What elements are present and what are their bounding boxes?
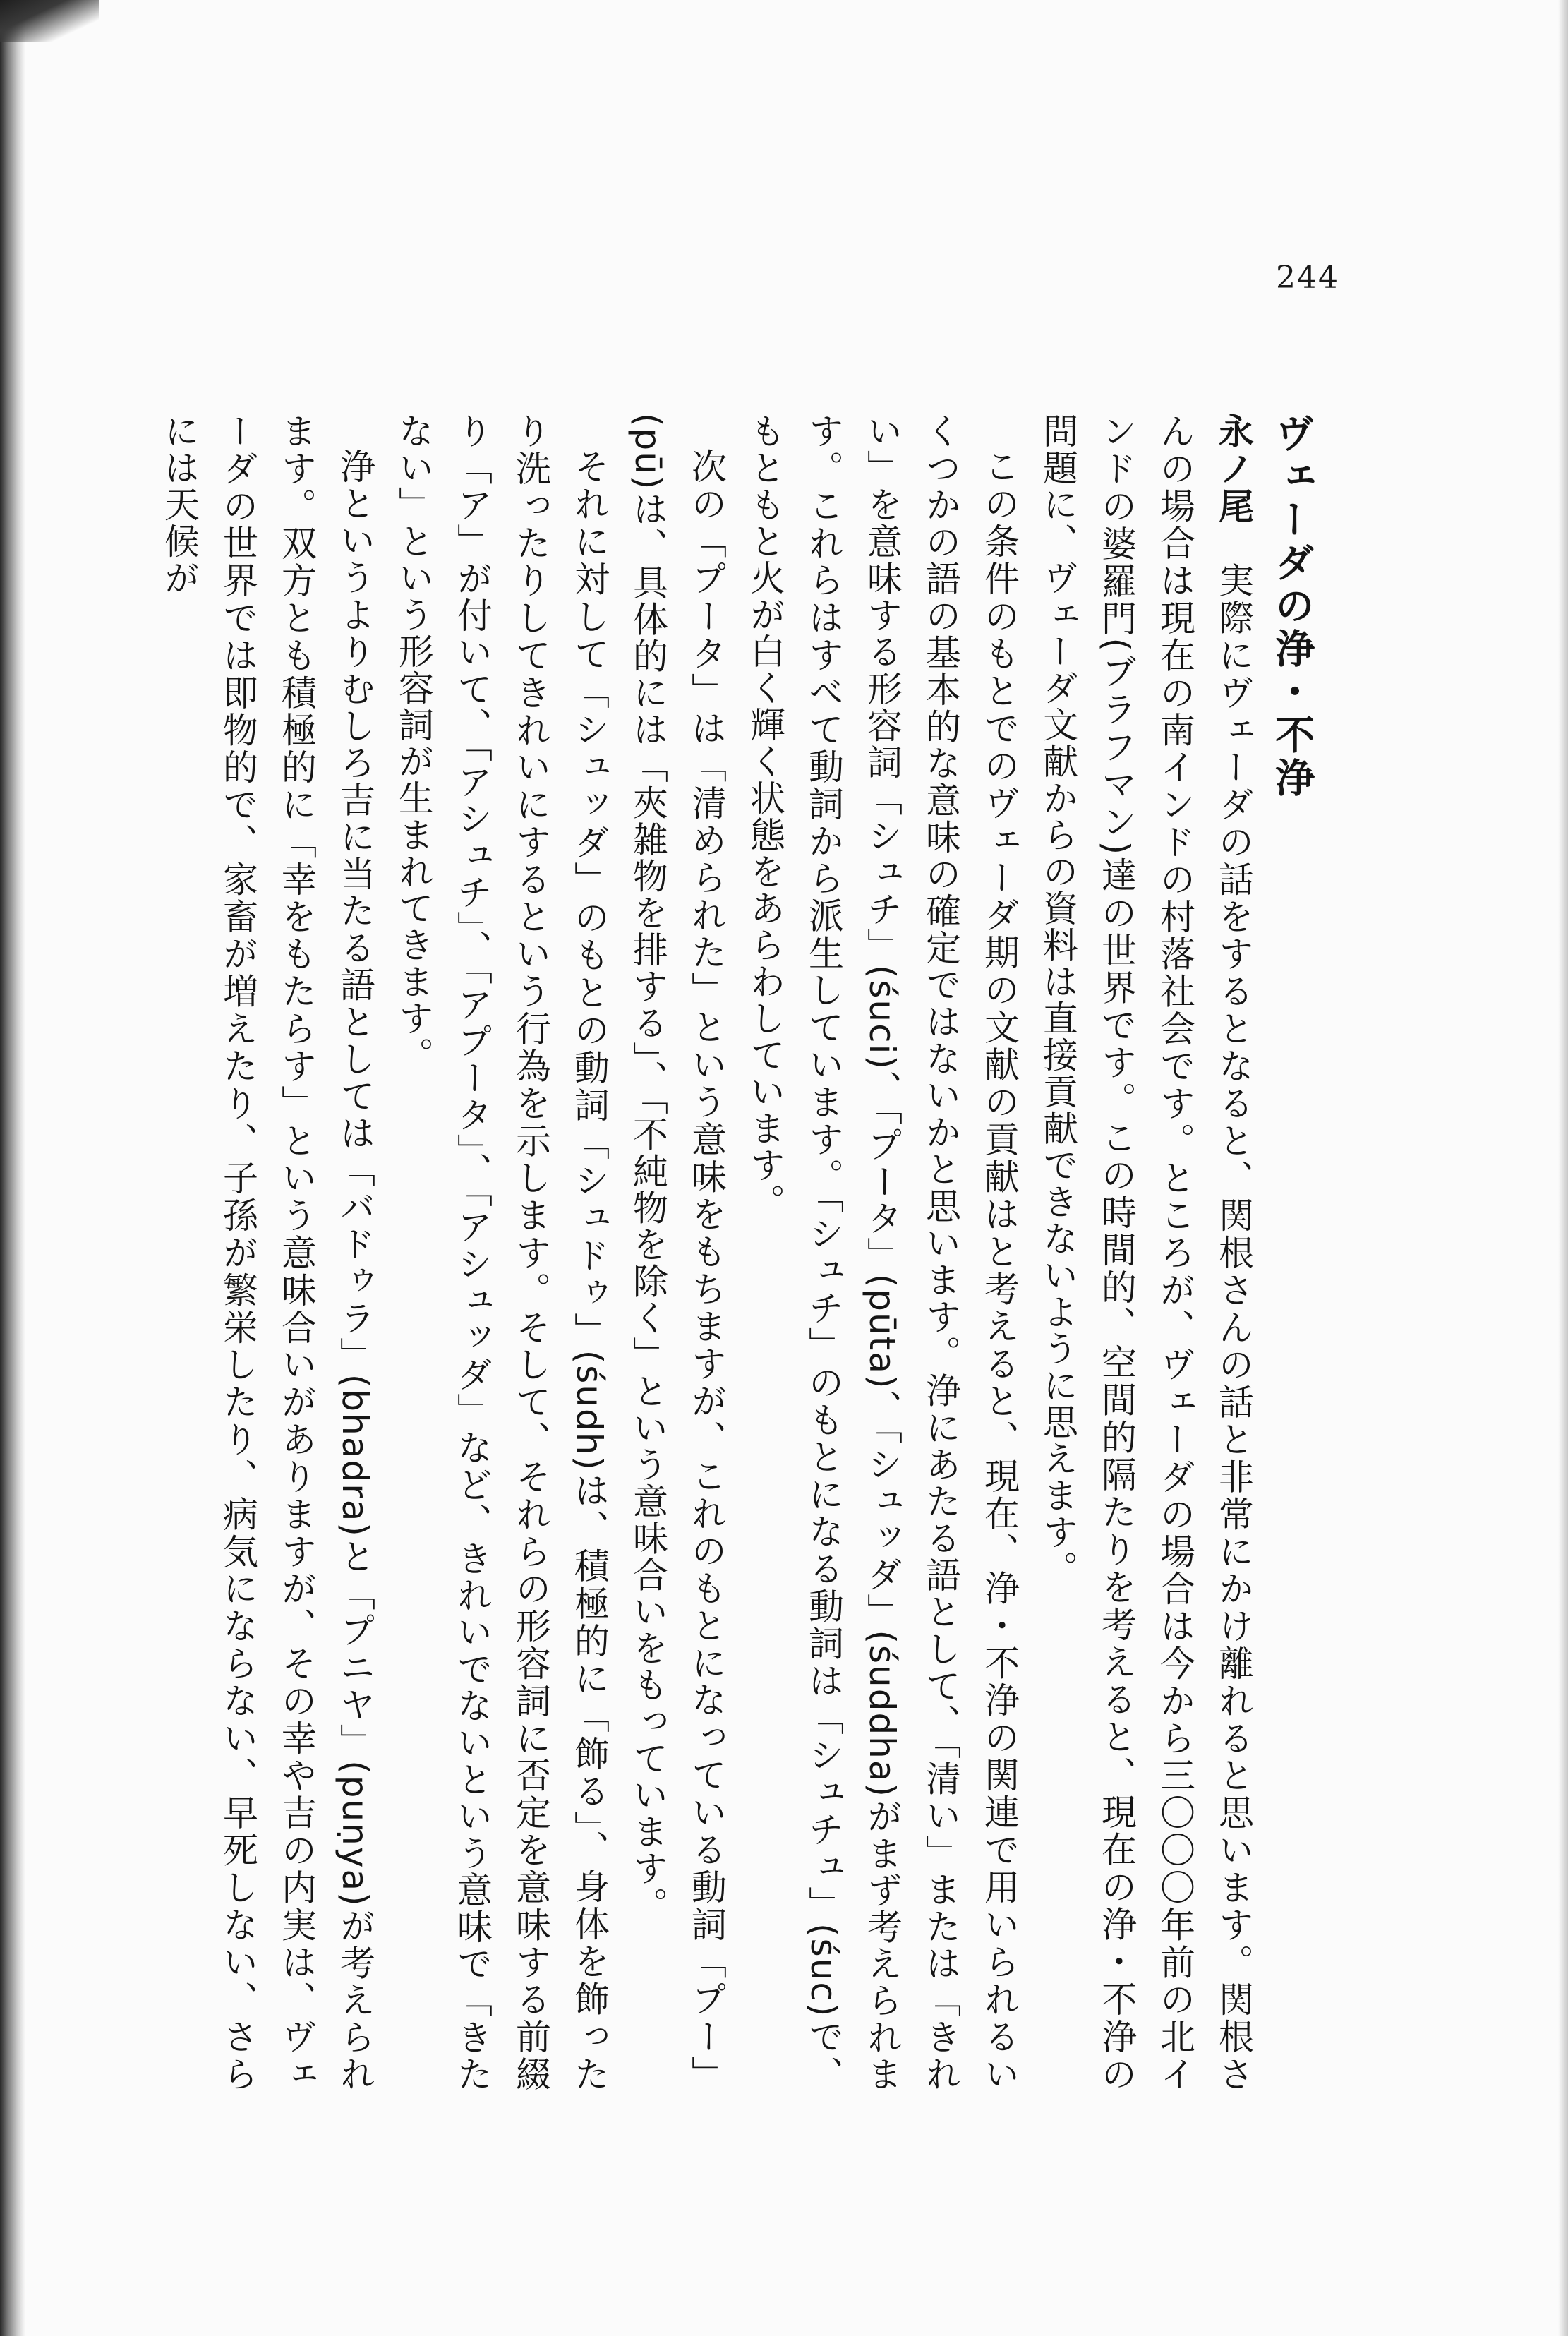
paragraph-5: 浄というよりむしろ吉に当たる語としては「バドゥラ」(bhadra)と「プニヤ」(puṇya)が考えられます。双方とも積極的に「幸をもたらす」という意味合いがありますが、その幸や吉の内実は、ヴェーダの世界では即物的で、家畜が増えたり、子孫が繁栄したり、病気にならない、早死しない、さらには天候が — [159, 413, 375, 2093]
paragraph-3: 次の「プータ」は「清められた」という意味をもちますが、これのもとになっている動詞「プー」(pū)は、具体的には「夾雑物を排する」、「不純物を除く」という意味合いをもっています。 — [627, 413, 727, 2093]
section-title: ヴェーダの浄・不浄 — [1269, 413, 1315, 800]
paragraph-text: 実際にヴェーダの話をするとなると、関根さんの話と非常にかけ離れると思います。関根さんの場合は現在の南インドの村落社会です。ところが、ヴェーダの場合は今から三〇〇〇年前の北インドの婆羅門(ブラフマン)達の世界です。この時間的、空間的隔たりを考えると、現在の浄・不浄の問題に、ヴェーダ文献からの資料は直接貢献できないように思えます。 — [1037, 413, 1254, 2093]
paragraph-1 — [1028, 413, 1262, 2093]
binding-shadow — [0, 0, 25, 2336]
speaker-name: 永ノ尾 — [1213, 413, 1254, 525]
vertical-text-block — [159, 413, 1321, 2093]
paragraph-2: この条件のもとでのヴェーダ期の文献の貢献はと考えると、現在、浄・不浄の関連で用いられるいくつかの語の基本的な意味の確定ではないかと思います。浄にあたる語として、「清い」または「きれい」を意味する形容詞「シュチ」(śuci)、「プータ」(pūta)、「シュッダ」(śuddha)がまず考えられます。これらはすべて動詞から派生しています。「シュチ」のもとになる動詞は「シュチュ」(śuc)で、もともと火が白く輝く状態をあらわしています。 — [744, 413, 1020, 2093]
paragraph-4: それに対して「シュッダ」のもとの動詞「シュドゥ」(śudh)は、積極的に「飾る」、身体を飾ったり洗ったりしてきれいにするという行為を示します。そして、それらの形容詞に否定を意味する前綴り「ア」が付いて、「アシュチ」、「アプータ」、「アシュッダ」など、きれいでないという意味で「きたない」という形容詞が生まれてきます。 — [393, 413, 610, 2093]
page-edge-shadow — [1558, 0, 1568, 2336]
page-number: 244 — [1276, 260, 1339, 296]
binding-shadow-corner — [0, 0, 99, 42]
